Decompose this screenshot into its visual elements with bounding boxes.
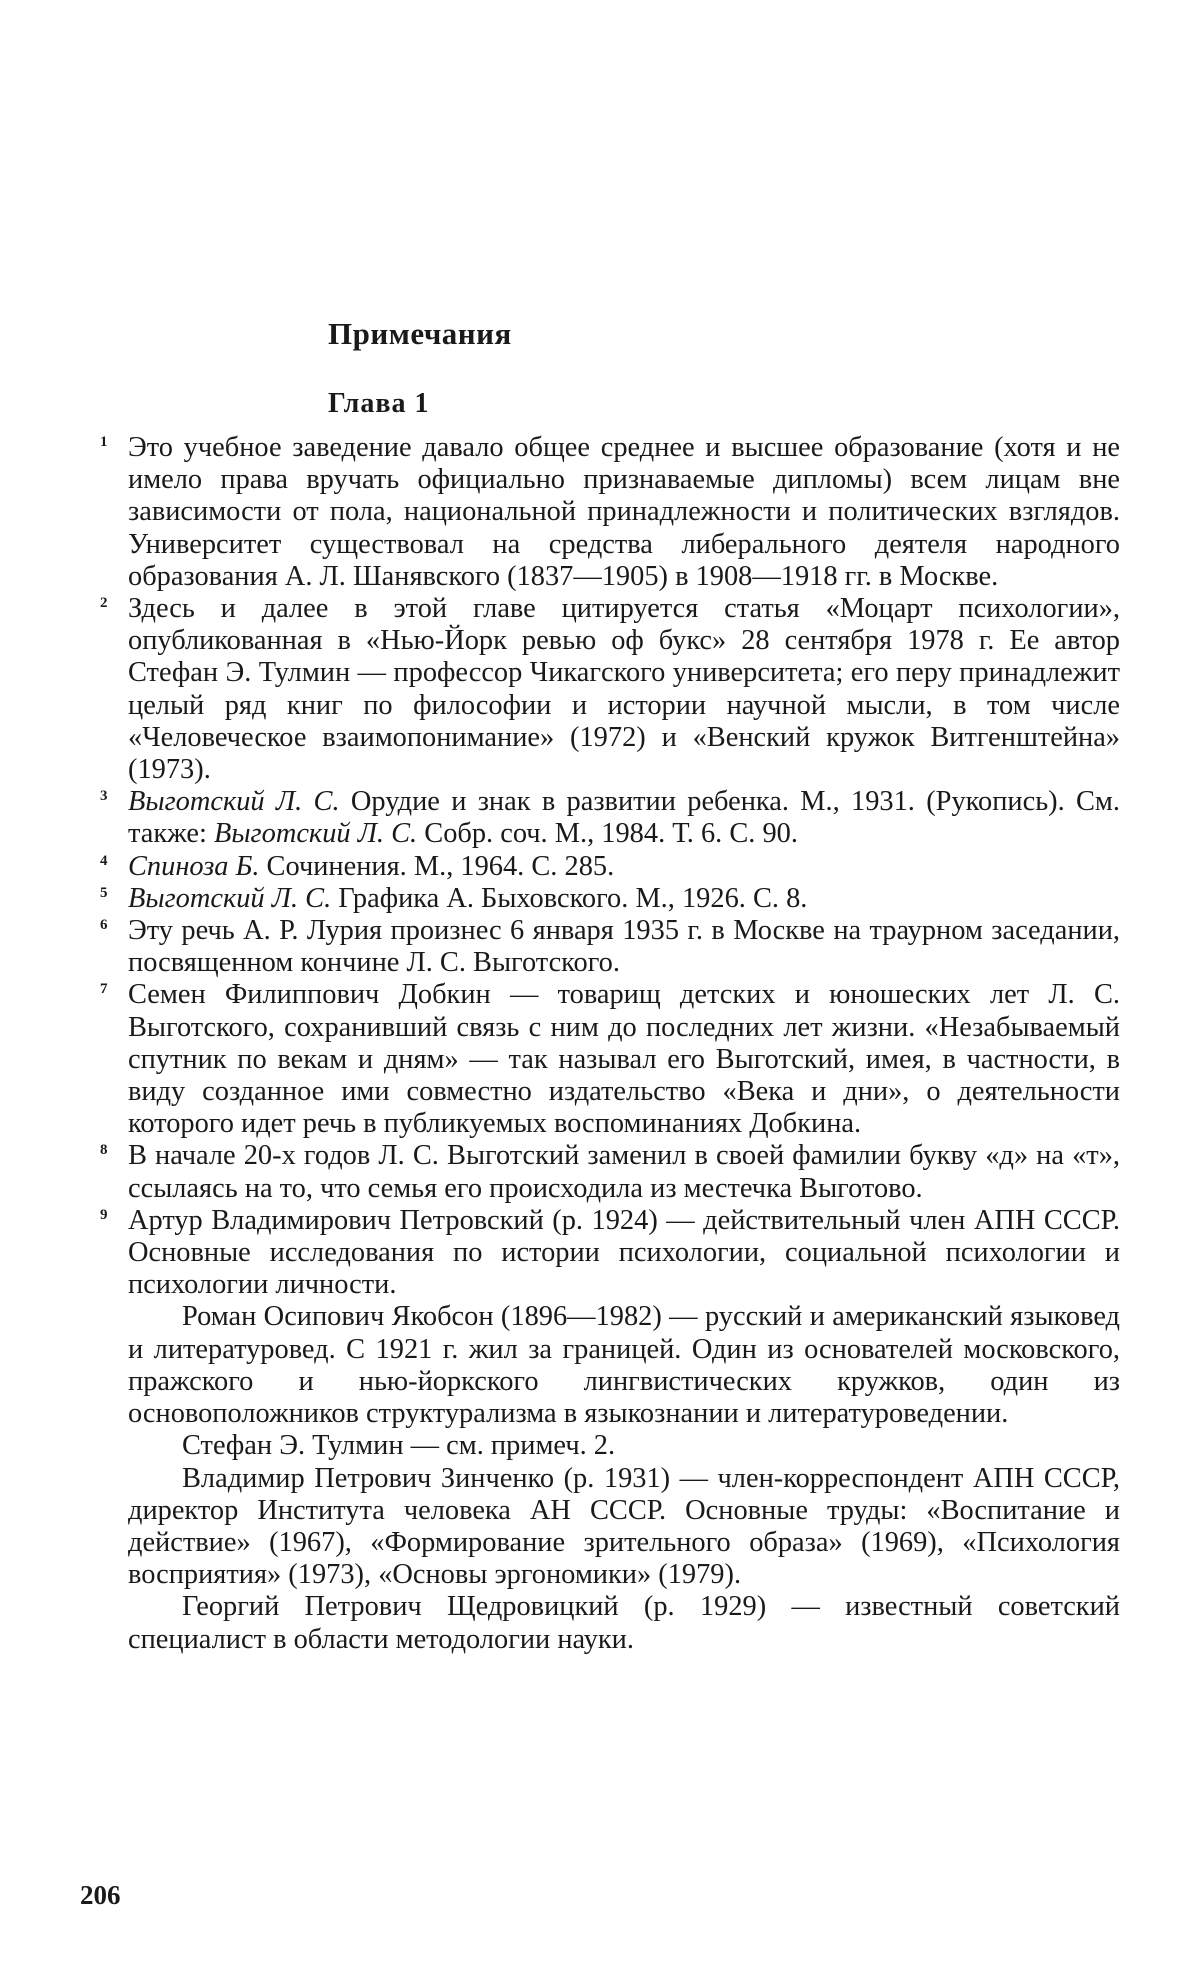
note-number: 1: [100, 434, 108, 450]
note-text: Собр. соч. М., 1984. Т. 6. С. 90.: [417, 818, 798, 850]
note-number: 4: [100, 852, 108, 869]
chapter-heading: Глава 1: [328, 388, 430, 419]
note-text: Семен Филиппович Добкин — товарищ детских и юношеских лет Л. С. Выготского, сохранивший связь с ним до последних лет жизни. «Незабываемый спутник по векам и дням» — так называл его Выготский, имея, в частности, в виду созданное ими совместно издательство «Века и дни», о деятельности которого идет речь в публикуемых воспоминаниях Добкина.: [128, 979, 1120, 1140]
note-number: 5: [100, 884, 108, 901]
note-text: Графика А. Быховского. М., 1926. С. 8.: [331, 882, 808, 914]
notes-list: [100, 432, 1120, 1656]
note-paragraph: Роман Осипович Якобсон (1896—1982) — русский и американский языковед и литературовед. С 1921 г. жил за границей. Один из основателей московского, пражского и нью-йоркского лингвистических кружков, один из основоположников структурализма в языкознании и литературоведении.: [128, 1301, 1120, 1430]
notes-heading: Примечания: [328, 316, 512, 351]
note-author: Выготский Л. С.: [213, 818, 418, 850]
note-paragraph: Стефан Э. Тулмин — см. примеч. 2.: [182, 1430, 616, 1462]
book-page: [80, 0, 1120, 1981]
note-text: Артур Владимирович Петровский (р. 1924) — действительный член АПН СССР. Основные исследования по истории психологии, социальной психологии и психологии личности.: [128, 1204, 1120, 1301]
note-text: В начале 20-х годов Л. С. Выготский заменил в своей фамилии букву «д» на «т», ссылаясь на то, что семья его происходила из местечка Выготово.: [128, 1140, 1120, 1204]
note-text: Это учебное заведение давало общее среднее и высшее образование (хотя и не имело права вручать официально признаваемые дипломы) всем лицам вне зависимости от пола, национальной принадлежности и политических взглядов. Университет существовал на средства либерального деятеля народного образования А. Л. Шанявского (1837—1905) в 1908—1918 гг. в Москве.: [128, 432, 1120, 592]
note-1: [100, 432, 1120, 593]
note-6: [100, 915, 1120, 979]
note-number: 6: [100, 917, 108, 934]
note-number: 7: [100, 981, 108, 998]
note-text: Орудие и знак в развитии ребенка. М., 1931. (Рукопись). См. также:: [128, 786, 1120, 850]
note-number: 3: [100, 788, 108, 805]
note-text: Сочинения. М., 1964. С. 285.: [259, 850, 615, 882]
note-author: Выготский Л. С.: [128, 882, 332, 914]
note-text: Эту речь А. Р. Лурия произнес 6 января 1935 г. в Москве на траурном заседании, посвященном кончине Л. С. Выготского.: [128, 915, 1120, 979]
note-number: 2: [100, 595, 108, 612]
note-number: 9: [100, 1206, 108, 1223]
note-number: 8: [100, 1142, 108, 1159]
note-paragraph: Владимир Петрович Зинченко (р. 1931) — член-корреспондент АПН СССР, директор Института человека АН СССР. Основные труды: «Воспитание и действие» (1967), «Формирование зрительного образа» (1969), «Психология восприятия» (1973), «Основы эргономики» (1979).: [128, 1462, 1120, 1591]
note-text: Здесь и далее в этой главе цитируется статья «Моцарт психологии», опубликованная в «Нью-Йорк ревью оф букс» 28 сентября 1978 г. Ее автор Стефан Э. Тулмин — профессор Чикагского университета; его перу принадлежит целый ряд книг по философии и истории научной мысли, в том числе «Человеческое взаимопонимание» (1972) и «Венский кружок Витгенштейна» (1973).: [128, 593, 1120, 786]
note-5: [100, 882, 1120, 915]
note-paragraph: Георгий Петрович Щедровицкий (р. 1929) — известный советский специалист в области методологии науки.: [128, 1591, 1120, 1655]
note-8: [100, 1140, 1120, 1204]
note-4: [100, 850, 1120, 883]
note-author: Спиноза Б.: [128, 850, 260, 882]
note-author: Выготский Л. С.: [128, 786, 340, 818]
note-3: [100, 786, 1120, 850]
note-7: [100, 979, 1120, 1140]
page-number: 206: [80, 1880, 121, 1910]
note-9: [100, 1204, 1120, 1302]
note-2: [100, 593, 1120, 786]
